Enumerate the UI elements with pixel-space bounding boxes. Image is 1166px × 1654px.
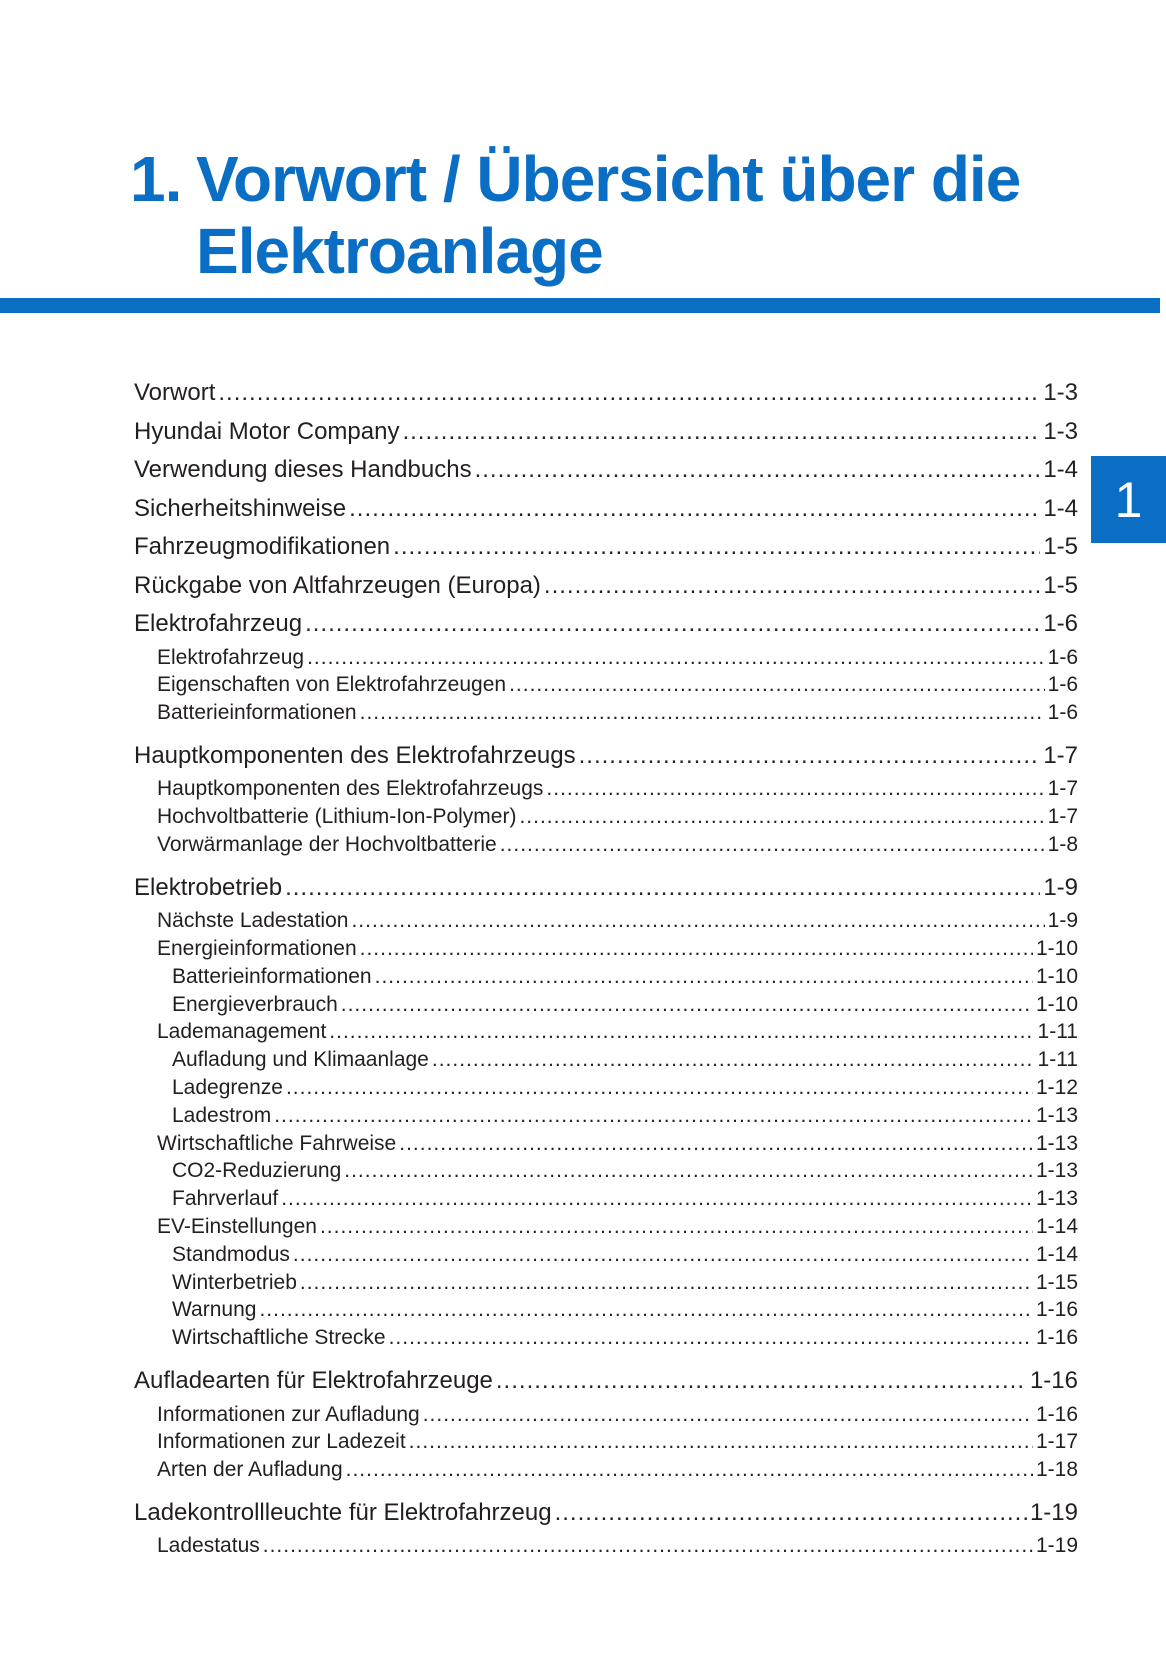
toc-entry[interactable] bbox=[134, 1130, 1078, 1158]
toc-entry[interactable] bbox=[134, 528, 1078, 567]
toc-entry[interactable] bbox=[134, 699, 1078, 727]
toc-entry-page: 1-10 bbox=[1035, 964, 1078, 988]
toc-entry-page: 1-16 bbox=[1035, 1298, 1078, 1322]
toc-entry[interactable] bbox=[134, 1428, 1078, 1456]
toc-entry-page: 1-9 bbox=[1043, 873, 1078, 901]
toc-entry-page: 1-6 bbox=[1043, 610, 1078, 637]
dot-leader bbox=[389, 1324, 1033, 1352]
dot-leader bbox=[496, 1362, 1027, 1401]
toc-entry[interactable] bbox=[134, 831, 1078, 859]
dot-leader bbox=[375, 963, 1033, 991]
toc-entry[interactable] bbox=[134, 567, 1078, 606]
toc-entry-label: Eigenschaften von Elektrofahrzeugen bbox=[157, 673, 507, 697]
toc-entry[interactable] bbox=[134, 605, 1078, 644]
toc-entry-page: 1-5 bbox=[1043, 533, 1078, 560]
toc-entry-label: Energieinformationen bbox=[157, 937, 357, 961]
toc-entry-page: 1-11 bbox=[1037, 1048, 1078, 1072]
toc-entry[interactable] bbox=[134, 451, 1078, 490]
toc-entry[interactable] bbox=[134, 671, 1078, 699]
toc-entry[interactable] bbox=[134, 1532, 1078, 1560]
toc-entry-label: Hauptkomponenten des Elektrofahrzeugs bbox=[134, 741, 576, 769]
toc-entry-label: Verwendung dieses Handbuchs bbox=[134, 456, 472, 483]
chapter-title-line1: Vorwort / Übersicht über die bbox=[196, 143, 1021, 215]
toc-entry-label: Elektrofahrzeug bbox=[134, 610, 303, 637]
toc-entry-page: 1-11 bbox=[1037, 1020, 1078, 1044]
toc-entry-label: Ladekontrollleuchte für Elektrofahrzeug bbox=[134, 1498, 552, 1526]
dot-leader bbox=[500, 831, 1045, 859]
toc-entry-page: 1-18 bbox=[1035, 1458, 1078, 1482]
toc-entry[interactable] bbox=[134, 1046, 1078, 1074]
chapter-number: 1. bbox=[130, 143, 182, 215]
toc-entry-label: Winterbetrieb bbox=[172, 1270, 297, 1294]
toc-entry-label: Sicherheitshinweise bbox=[134, 494, 347, 522]
toc-entry-label: Hyundai Motor Company bbox=[134, 417, 400, 445]
toc-entry-page: 1-7 bbox=[1043, 741, 1078, 769]
toc-entry-label: Elektrofahrzeug bbox=[157, 645, 305, 669]
dot-leader bbox=[259, 1296, 1033, 1324]
dot-leader bbox=[274, 1102, 1033, 1130]
toc-entry[interactable] bbox=[134, 1213, 1078, 1241]
toc-entry[interactable] bbox=[134, 907, 1078, 935]
chapter-title-line2: Elektroanlage bbox=[196, 215, 603, 287]
toc-entry[interactable] bbox=[134, 803, 1078, 831]
toc-entry-page: 1-19 bbox=[1035, 1534, 1078, 1558]
chapter-tab-label: 1 bbox=[1114, 471, 1143, 528]
title-divider bbox=[0, 298, 1160, 313]
toc-entry-label: CO2-Reduzierung bbox=[172, 1159, 342, 1183]
dot-leader bbox=[346, 1456, 1033, 1484]
dot-leader bbox=[344, 1157, 1033, 1185]
toc-entry-page: 1-6 bbox=[1047, 701, 1078, 725]
dot-leader bbox=[544, 567, 1040, 606]
toc-entry-page: 1-14 bbox=[1035, 1242, 1078, 1266]
toc-entry-label: Aufladung und Klimaanlage bbox=[172, 1048, 429, 1072]
dot-leader bbox=[546, 775, 1044, 803]
dot-leader bbox=[300, 1269, 1033, 1297]
toc-entry-label: Nächste Ladestation bbox=[157, 909, 349, 933]
table-of-contents bbox=[134, 374, 1078, 1560]
dot-leader bbox=[393, 528, 1040, 567]
dot-leader bbox=[402, 413, 1040, 452]
toc-entry[interactable] bbox=[134, 1494, 1078, 1533]
toc-entry[interactable] bbox=[134, 1456, 1078, 1484]
toc-entry-page: 1-3 bbox=[1043, 379, 1078, 406]
dot-leader bbox=[399, 1130, 1033, 1158]
dot-leader bbox=[281, 1185, 1033, 1213]
toc-entry[interactable] bbox=[134, 1102, 1078, 1130]
toc-entry-page: 1-13 bbox=[1035, 1187, 1078, 1211]
toc-entry-label: Informationen zur Aufladung bbox=[157, 1402, 420, 1426]
toc-entry-label: Warnung bbox=[172, 1298, 257, 1322]
toc-entry-label: Lademanagement bbox=[157, 1020, 327, 1044]
dot-leader bbox=[305, 605, 1040, 644]
toc-entry-label: Elektrobetrieb bbox=[134, 873, 283, 901]
dot-leader bbox=[360, 935, 1033, 963]
toc-entry-page: 1-12 bbox=[1035, 1076, 1078, 1100]
dot-leader bbox=[329, 1018, 1034, 1046]
toc-entry-label: Hauptkomponenten des Elektrofahrzeugs bbox=[157, 777, 544, 801]
toc-entry[interactable] bbox=[134, 1296, 1078, 1324]
toc-entry[interactable] bbox=[134, 1241, 1078, 1269]
toc-entry-label: Batterieinformationen bbox=[172, 964, 372, 988]
toc-entry-page: 1-16 bbox=[1035, 1326, 1078, 1350]
toc-entry-page: 1-10 bbox=[1035, 937, 1078, 961]
toc-entry-label: Rückgabe von Altfahrzeugen (Europa) bbox=[134, 571, 541, 599]
toc-entry-label: Fahrverlauf bbox=[172, 1187, 279, 1211]
toc-entry-page: 1-14 bbox=[1035, 1215, 1078, 1239]
toc-entry-page: 1-7 bbox=[1047, 805, 1078, 829]
toc-entry-label: Vorwort bbox=[134, 379, 216, 406]
toc-entry-page: 1-4 bbox=[1043, 494, 1078, 522]
dot-leader bbox=[341, 991, 1033, 1019]
dot-leader bbox=[579, 737, 1041, 776]
toc-entry[interactable] bbox=[134, 1362, 1078, 1401]
toc-entry-page: 1-8 bbox=[1047, 832, 1078, 856]
toc-entry-label: Wirtschaftliche Strecke bbox=[172, 1326, 386, 1350]
toc-entry-page: 1-6 bbox=[1047, 645, 1078, 669]
dot-leader bbox=[360, 699, 1045, 727]
toc-entry[interactable] bbox=[134, 490, 1078, 529]
toc-entry-page: 1-13 bbox=[1035, 1131, 1078, 1155]
toc-entry[interactable] bbox=[134, 1401, 1078, 1429]
dot-leader bbox=[286, 1074, 1033, 1102]
toc-entry[interactable] bbox=[134, 1157, 1078, 1185]
toc-entry-label: Ladestrom bbox=[172, 1103, 272, 1127]
toc-entry-page: 1-15 bbox=[1035, 1270, 1078, 1294]
toc-entry-page: 1-6 bbox=[1047, 673, 1078, 697]
toc-entry-page: 1-3 bbox=[1043, 417, 1078, 445]
toc-entry-label: Ladestatus bbox=[157, 1534, 260, 1558]
chapter-title bbox=[130, 143, 1020, 287]
toc-entry-page: 1-10 bbox=[1035, 992, 1078, 1016]
dot-leader bbox=[307, 644, 1045, 672]
toc-entry-label: Standmodus bbox=[172, 1242, 290, 1266]
toc-entry[interactable] bbox=[134, 1074, 1078, 1102]
toc-entry[interactable] bbox=[134, 991, 1078, 1019]
toc-entry-label: Wirtschaftliche Fahrweise bbox=[157, 1131, 397, 1155]
toc-entry-page: 1-16 bbox=[1029, 1367, 1078, 1395]
toc-entry-label: EV-Einstellungen bbox=[157, 1215, 317, 1239]
dot-leader bbox=[351, 907, 1044, 935]
dot-leader bbox=[218, 374, 1040, 413]
dot-leader bbox=[349, 490, 1040, 529]
toc-entry-label: Fahrzeugmodifikationen bbox=[134, 533, 391, 560]
dot-leader bbox=[555, 1494, 1027, 1533]
toc-entry[interactable] bbox=[134, 1269, 1078, 1297]
toc-entry-page: 1-13 bbox=[1035, 1159, 1078, 1183]
toc-entry-label: Aufladearten für Elektrofahrzeuge bbox=[134, 1367, 493, 1395]
toc-entry-page: 1-7 bbox=[1047, 777, 1078, 801]
toc-entry-label: Vorwärmanlage der Hochvoltbatterie bbox=[157, 832, 497, 856]
toc-entry-page: 1-16 bbox=[1035, 1402, 1078, 1426]
dot-leader bbox=[423, 1401, 1033, 1429]
toc-entry-label: Hochvoltbatterie (Lithium-Ion-Polymer) bbox=[157, 805, 517, 829]
dot-leader bbox=[509, 671, 1045, 699]
toc-entry-label: Arten der Aufladung bbox=[157, 1458, 343, 1482]
toc-entry-page: 1-9 bbox=[1047, 909, 1078, 933]
toc-entry[interactable] bbox=[134, 775, 1078, 803]
dot-leader bbox=[432, 1046, 1035, 1074]
toc-entry[interactable] bbox=[134, 935, 1078, 963]
toc-entry-page: 1-19 bbox=[1029, 1498, 1078, 1526]
chapter-tab bbox=[1091, 456, 1166, 543]
dot-leader bbox=[320, 1213, 1033, 1241]
toc-entry[interactable] bbox=[134, 1185, 1078, 1213]
toc-entry[interactable] bbox=[134, 374, 1078, 413]
toc-entry-label: Energieverbrauch bbox=[172, 992, 338, 1016]
toc-entry[interactable] bbox=[134, 413, 1078, 452]
toc-entry-page: 1-13 bbox=[1035, 1103, 1078, 1127]
toc-entry[interactable] bbox=[134, 1324, 1078, 1352]
toc-entry[interactable] bbox=[134, 737, 1078, 776]
toc-entry[interactable] bbox=[134, 963, 1078, 991]
toc-entry-page: 1-17 bbox=[1035, 1430, 1078, 1454]
toc-entry-page: 1-5 bbox=[1043, 571, 1078, 599]
toc-entry[interactable] bbox=[134, 1018, 1078, 1046]
toc-entry[interactable] bbox=[134, 644, 1078, 672]
toc-entry-page: 1-4 bbox=[1043, 456, 1078, 483]
toc-entry-label: Ladegrenze bbox=[172, 1076, 283, 1100]
dot-leader bbox=[293, 1241, 1033, 1269]
dot-leader bbox=[475, 451, 1041, 490]
dot-leader bbox=[263, 1532, 1033, 1560]
dot-leader bbox=[285, 869, 1040, 908]
dot-leader bbox=[409, 1428, 1033, 1456]
toc-entry[interactable] bbox=[134, 869, 1078, 908]
toc-entry-label: Informationen zur Ladezeit bbox=[157, 1430, 406, 1454]
dot-leader bbox=[519, 803, 1044, 831]
toc-entry-label: Batterieinformationen bbox=[157, 701, 357, 725]
